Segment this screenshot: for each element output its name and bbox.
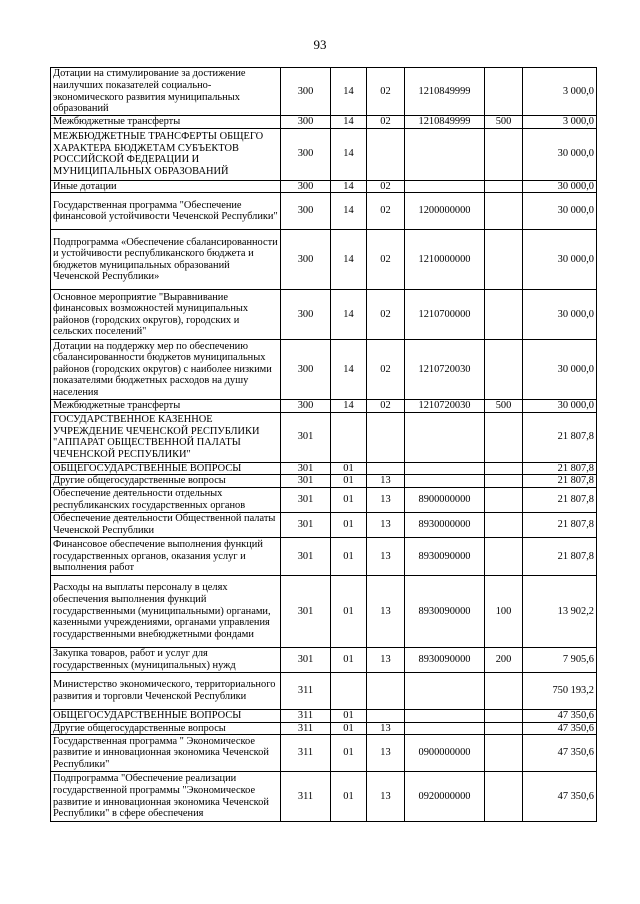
subsection-code-cell — [367, 412, 405, 462]
expense-type-cell — [485, 537, 523, 575]
expense-type-cell — [485, 735, 523, 772]
ministry-code-cell: 311 — [281, 722, 331, 735]
target-article-cell: 1210700000 — [405, 290, 485, 340]
target-article-cell: 8900000000 — [405, 487, 485, 512]
subsection-code-cell: 02 — [367, 290, 405, 340]
table-row — [51, 672, 597, 709]
table-row — [51, 462, 597, 475]
amount-cell: 21 807,8 — [523, 475, 597, 488]
target-article-cell: 0920000000 — [405, 772, 485, 822]
section-code-cell: 01 — [331, 722, 367, 735]
table-row — [51, 537, 597, 575]
section-code-cell: 14 — [331, 193, 367, 230]
budget-table — [50, 67, 597, 822]
subsection-code-cell — [367, 462, 405, 475]
section-code-cell: 14 — [331, 68, 367, 116]
ministry-code-cell: 300 — [281, 68, 331, 116]
section-code-cell: 01 — [331, 709, 367, 722]
section-code-cell — [331, 672, 367, 709]
section-code-cell: 01 — [331, 735, 367, 772]
expense-type-cell — [485, 180, 523, 193]
table-row — [51, 116, 597, 129]
target-article-cell — [405, 462, 485, 475]
ministry-code-cell: 301 — [281, 462, 331, 475]
amount-cell: 47 350,6 — [523, 709, 597, 722]
ministry-code-cell: 300 — [281, 116, 331, 129]
subsection-code-cell: 13 — [367, 537, 405, 575]
subsection-code-cell: 13 — [367, 487, 405, 512]
table-row — [51, 193, 597, 230]
row-name-cell: Основное мероприятие "Выравнивание финансовых возможностей муниципальных районов (городских округов), городских и сельских поселений" — [51, 290, 281, 340]
expense-type-cell — [485, 193, 523, 230]
expense-type-cell — [485, 128, 523, 180]
target-article-cell: 1210720030 — [405, 340, 485, 400]
amount-cell: 21 807,8 — [523, 512, 597, 537]
target-article-cell: 1210849999 — [405, 116, 485, 129]
target-article-cell: 1210849999 — [405, 68, 485, 116]
amount-cell: 3 000,0 — [523, 68, 597, 116]
ministry-code-cell: 301 — [281, 475, 331, 488]
page-number: 93 — [313, 37, 327, 52]
amount-cell: 750 193,2 — [523, 672, 597, 709]
amount-cell: 30 000,0 — [523, 180, 597, 193]
subsection-code-cell: 13 — [367, 512, 405, 537]
ministry-code-cell: 301 — [281, 537, 331, 575]
table-row — [51, 475, 597, 488]
row-name-cell: Обеспечение деятельности отдельных республиканских государственных органов — [51, 487, 281, 512]
section-code-cell: 01 — [331, 475, 367, 488]
ministry-code-cell: 300 — [281, 180, 331, 193]
section-code-cell: 01 — [331, 537, 367, 575]
row-name-cell: Другие общегосударственные вопросы — [51, 722, 281, 735]
ministry-code-cell: 300 — [281, 290, 331, 340]
amount-cell: 21 807,8 — [523, 412, 597, 462]
target-article-cell: 8930000000 — [405, 512, 485, 537]
row-name-cell: Государственная программа " Экономическое развитие и инновационная экономика Чеченской Республики" — [51, 735, 281, 772]
expense-type-cell — [485, 772, 523, 822]
table-row — [51, 647, 597, 672]
table-row — [51, 772, 597, 822]
table-row — [51, 340, 597, 400]
table-row — [51, 709, 597, 722]
target-article-cell — [405, 180, 485, 193]
row-name-cell: Межбюджетные трансферты — [51, 116, 281, 129]
ministry-code-cell: 300 — [281, 400, 331, 413]
expense-type-cell — [485, 412, 523, 462]
expense-type-cell — [485, 290, 523, 340]
amount-cell: 30 000,0 — [523, 230, 597, 290]
row-name-cell: ГОСУДАРСТВЕННОЕ КАЗЕННОЕ УЧРЕЖДЕНИЕ ЧЕЧЕНСКОЙ РЕСПУБЛИКИ "АППАРАТ ОБЩЕСТВЕННОЙ ПАЛАТЫ ЧЕЧЕНСКОЙ РЕСПУБЛИКИ" — [51, 412, 281, 462]
amount-cell: 13 902,2 — [523, 575, 597, 647]
table-row — [51, 180, 597, 193]
ministry-code-cell: 311 — [281, 672, 331, 709]
expense-type-cell — [485, 462, 523, 475]
target-article-cell: 0900000000 — [405, 735, 485, 772]
row-name-cell: Дотации на поддержку мер по обеспечению сбалансированности бюджетов муниципальных районов (городских округов) с наиболее низкими показателями бюджетных расходов на душу населения — [51, 340, 281, 400]
amount-cell: 21 807,8 — [523, 487, 597, 512]
subsection-code-cell: 02 — [367, 116, 405, 129]
section-code-cell: 01 — [331, 512, 367, 537]
row-name-cell: Расходы на выплаты персоналу в целях обеспечения выполнения функций государственными (муниципальными) органами, казенными учреждениями, органами управления государственными внебюджетными фондами — [51, 575, 281, 647]
row-name-cell: Финансовое обеспечение выполнения функций государственных органов, оказания услуг и выполнения работ — [51, 537, 281, 575]
subsection-code-cell: 02 — [367, 68, 405, 116]
amount-cell: 47 350,6 — [523, 735, 597, 772]
subsection-code-cell: 02 — [367, 340, 405, 400]
table-row — [51, 400, 597, 413]
ministry-code-cell: 300 — [281, 230, 331, 290]
amount-cell: 30 000,0 — [523, 340, 597, 400]
target-article-cell: 1200000000 — [405, 193, 485, 230]
section-code-cell: 14 — [331, 400, 367, 413]
subsection-code-cell — [367, 128, 405, 180]
expense-type-cell — [485, 709, 523, 722]
amount-cell: 30 000,0 — [523, 193, 597, 230]
table-row — [51, 128, 597, 180]
subsection-code-cell — [367, 709, 405, 722]
amount-cell: 21 807,8 — [523, 462, 597, 475]
section-code-cell: 14 — [331, 230, 367, 290]
subsection-code-cell: 02 — [367, 230, 405, 290]
table-row — [51, 512, 597, 537]
target-article-cell: 1210720030 — [405, 400, 485, 413]
row-name-cell: Министерство экономического, территориального развития и торговли Чеченской Республики — [51, 672, 281, 709]
row-name-cell: Иные дотации — [51, 180, 281, 193]
table-row — [51, 412, 597, 462]
expense-type-cell — [485, 672, 523, 709]
amount-cell: 30 000,0 — [523, 400, 597, 413]
section-code-cell: 01 — [331, 487, 367, 512]
section-code-cell: 01 — [331, 647, 367, 672]
section-code-cell: 14 — [331, 128, 367, 180]
amount-cell: 21 807,8 — [523, 537, 597, 575]
target-article-cell: 1210000000 — [405, 230, 485, 290]
amount-cell: 30 000,0 — [523, 128, 597, 180]
row-name-cell: Дотации на стимулирование за достижение наилучших показателей социально-экономического развития муниципальных образований — [51, 68, 281, 116]
amount-cell: 47 350,6 — [523, 772, 597, 822]
subsection-code-cell — [367, 672, 405, 709]
section-code-cell: 01 — [331, 462, 367, 475]
row-name-cell: Подпрограмма «Обеспечение сбалансированности и устойчивости республиканского бюджета и бюджетов муниципальных образований Чеченской Республики» — [51, 230, 281, 290]
expense-type-cell — [485, 68, 523, 116]
expense-type-cell: 100 — [485, 575, 523, 647]
expense-type-cell — [485, 230, 523, 290]
ministry-code-cell: 301 — [281, 512, 331, 537]
subsection-code-cell: 13 — [367, 475, 405, 488]
ministry-code-cell: 301 — [281, 575, 331, 647]
ministry-code-cell: 311 — [281, 735, 331, 772]
ministry-code-cell: 311 — [281, 772, 331, 822]
row-name-cell: Другие общегосударственные вопросы — [51, 475, 281, 488]
table-row — [51, 290, 597, 340]
target-article-cell — [405, 128, 485, 180]
expense-type-cell — [485, 512, 523, 537]
section-code-cell: 14 — [331, 290, 367, 340]
row-name-cell: ОБЩЕГОСУДАРСТВЕННЫЕ ВОПРОСЫ — [51, 462, 281, 475]
subsection-code-cell: 13 — [367, 575, 405, 647]
subsection-code-cell: 02 — [367, 193, 405, 230]
subsection-code-cell: 13 — [367, 735, 405, 772]
row-name-cell: ОБЩЕГОСУДАРСТВЕННЫЕ ВОПРОСЫ — [51, 709, 281, 722]
expense-type-cell — [485, 340, 523, 400]
table-row — [51, 722, 597, 735]
ministry-code-cell: 301 — [281, 412, 331, 462]
section-code-cell: 14 — [331, 116, 367, 129]
row-name-cell: МЕЖБЮДЖЕТНЫЕ ТРАНСФЕРТЫ ОБЩЕГО ХАРАКТЕРА БЮДЖЕТАМ СУБЪЕКТОВ РОССИЙСКОЙ ФЕДЕРАЦИИ И МУНИЦИПАЛЬНЫХ ОБРАЗОВАНИЙ — [51, 128, 281, 180]
expense-type-cell: 500 — [485, 116, 523, 129]
target-article-cell — [405, 475, 485, 488]
target-article-cell: 8930090000 — [405, 647, 485, 672]
row-name-cell: Обеспечение деятельности Общественной палаты Чеченской Республики — [51, 512, 281, 537]
table-row — [51, 487, 597, 512]
section-code-cell: 14 — [331, 340, 367, 400]
target-article-cell: 8930090000 — [405, 575, 485, 647]
amount-cell: 47 350,6 — [523, 722, 597, 735]
target-article-cell — [405, 709, 485, 722]
ministry-code-cell: 300 — [281, 193, 331, 230]
ministry-code-cell: 311 — [281, 709, 331, 722]
table-row — [51, 230, 597, 290]
subsection-code-cell: 13 — [367, 772, 405, 822]
expense-type-cell: 200 — [485, 647, 523, 672]
table-row — [51, 735, 597, 772]
target-article-cell: 8930090000 — [405, 537, 485, 575]
budget-table-body — [51, 68, 597, 822]
ministry-code-cell: 300 — [281, 128, 331, 180]
section-code-cell: 01 — [331, 772, 367, 822]
subsection-code-cell: 02 — [367, 180, 405, 193]
section-code-cell: 14 — [331, 180, 367, 193]
row-name-cell: Межбюджетные трансферты — [51, 400, 281, 413]
subsection-code-cell: 13 — [367, 647, 405, 672]
table-row — [51, 68, 597, 116]
ministry-code-cell: 300 — [281, 340, 331, 400]
section-code-cell: 01 — [331, 575, 367, 647]
expense-type-cell — [485, 475, 523, 488]
target-article-cell — [405, 722, 485, 735]
expense-type-cell — [485, 722, 523, 735]
expense-type-cell: 500 — [485, 400, 523, 413]
section-code-cell — [331, 412, 367, 462]
amount-cell: 7 905,6 — [523, 647, 597, 672]
subsection-code-cell: 13 — [367, 722, 405, 735]
amount-cell: 3 000,0 — [523, 116, 597, 129]
row-name-cell: Подпрограмма "Обеспечение реализации государственной программы "Экономическое развитие и инновационная экономика Чеченской Республики" в сфере обеспечения — [51, 772, 281, 822]
ministry-code-cell: 301 — [281, 487, 331, 512]
target-article-cell — [405, 412, 485, 462]
ministry-code-cell: 301 — [281, 647, 331, 672]
expense-type-cell — [485, 487, 523, 512]
amount-cell: 30 000,0 — [523, 290, 597, 340]
row-name-cell: Закупка товаров, работ и услуг для государственных (муниципальных) нужд — [51, 647, 281, 672]
subsection-code-cell: 02 — [367, 400, 405, 413]
table-row — [51, 575, 597, 647]
target-article-cell — [405, 672, 485, 709]
row-name-cell: Государственная программа "Обеспечение финансовой устойчивости Чеченской Республики" — [51, 193, 281, 230]
